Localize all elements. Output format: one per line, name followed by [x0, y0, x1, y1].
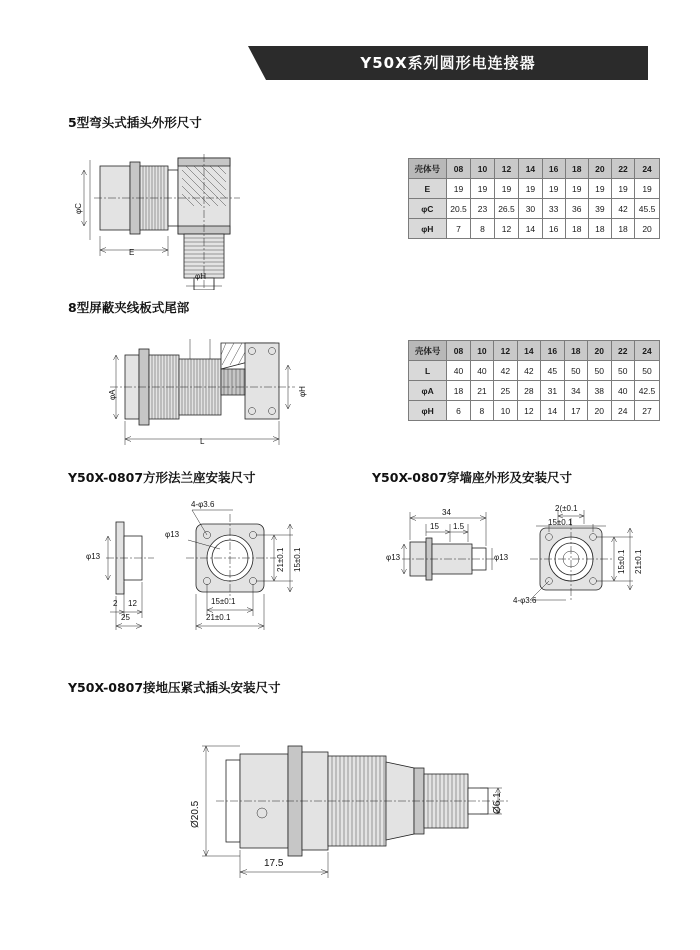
table1-r0c3: 19: [519, 179, 542, 199]
table2-col-2: 12: [494, 341, 517, 361]
table1-row1-label: φC: [409, 199, 447, 219]
dim-label-12: 12: [128, 599, 137, 608]
table1-r0c6: 19: [588, 179, 611, 199]
table2-col-6: 20: [588, 341, 611, 361]
table-row: [409, 219, 660, 239]
dim-label-phi13-flange: φ13: [165, 530, 180, 539]
table1-r0c8: 19: [635, 179, 660, 199]
table-row: [409, 199, 660, 219]
dim-label-21-01-v4: 21±0.1: [634, 549, 643, 574]
table2-r1c5: 34: [564, 381, 587, 401]
dim-label-phi-a: φA: [108, 389, 117, 400]
dim-label-15-01-v: 15±0.1: [293, 547, 302, 572]
drawing-square-flange: [88, 500, 338, 645]
table1-r1c7: 42: [611, 199, 634, 219]
table1-col-6: 20: [588, 159, 611, 179]
table2-col-5: 18: [564, 341, 587, 361]
section-heading-4: Y50X-0807穿墙座外形及安装尺寸: [372, 470, 573, 485]
spec-table-1: [408, 158, 660, 239]
table2-r0c0: 40: [447, 361, 470, 381]
dim-label-phi20-5: Ø20.5: [190, 800, 201, 828]
dim-label-15-01-h: 15±0.1: [211, 597, 236, 606]
table1-r1c5: 36: [565, 199, 588, 219]
spec-table-2: [408, 340, 660, 421]
dim-label-15-01: 15±0.1: [548, 518, 573, 527]
section-heading-2: 8型屏蔽夹线板式尾部: [68, 300, 190, 315]
dim-label-phi13-a: φ13: [386, 553, 401, 562]
table2-row0-label: L: [409, 361, 447, 381]
table1-r1c4: 33: [542, 199, 565, 219]
table1-col-2: 12: [494, 159, 519, 179]
dim-label-2: 2: [113, 599, 118, 608]
table1-r1c3: 30: [519, 199, 542, 219]
table1-r0c7: 19: [611, 179, 634, 199]
dim-label-phi6-1: Ø6.1: [492, 792, 503, 814]
table2-row1-label: φA: [409, 381, 447, 401]
table2-r1c0: 18: [447, 381, 470, 401]
table1-row2-label: φH: [409, 219, 447, 239]
dim-label-phi13-left: φ13: [86, 552, 101, 561]
table1-col-3: 14: [519, 159, 542, 179]
table1-corner: 壳体号: [409, 159, 447, 179]
table2-col-4: 16: [541, 341, 564, 361]
dim-label-phi-h: φH: [195, 272, 206, 281]
dim-label-17-5: 17.5: [264, 858, 284, 869]
table1-r2c6: 18: [588, 219, 611, 239]
dim-label-phi13-b: φ13: [494, 553, 509, 562]
table1-r0c1: 19: [471, 179, 494, 199]
table1-r0c4: 19: [542, 179, 565, 199]
dim-label-34: 34: [442, 508, 451, 517]
table1-r2c4: 16: [542, 219, 565, 239]
dim-label-phi-h-2: φH: [298, 386, 307, 397]
table1-r2c7: 18: [611, 219, 634, 239]
dim-label-hole-note: 4-φ3.6: [191, 500, 215, 509]
table-row: [409, 361, 660, 381]
table1-r2c0: 7: [446, 219, 471, 239]
table1-r2c1: 8: [471, 219, 494, 239]
table1-col-5: 18: [565, 159, 588, 179]
dim-label-15-01-v4: 15±0.1: [617, 549, 626, 574]
dim-label-l: L: [200, 437, 205, 446]
table2-r2c7: 24: [611, 401, 634, 421]
page-title: Y50X系列圆形电连接器: [360, 54, 536, 72]
table1-col-8: 24: [635, 159, 660, 179]
table1-row0-label: E: [409, 179, 447, 199]
dim-label-hole-note-4: 4-φ3.6: [513, 596, 537, 605]
table1-r1c8: 45.5: [635, 199, 660, 219]
table2-corner: 壳体号: [409, 341, 447, 361]
table2-r0c5: 50: [564, 361, 587, 381]
table1-r0c2: 19: [494, 179, 519, 199]
table-row: [409, 179, 660, 199]
table2-col-8: 24: [634, 341, 659, 361]
drawing-shielded-clamp: [70, 325, 380, 460]
table-row: [409, 381, 660, 401]
table1-r1c6: 39: [588, 199, 611, 219]
table2-col-7: 22: [611, 341, 634, 361]
dim-label-phi-c: φC: [74, 203, 83, 214]
section-heading-5: Y50X-0807接地压紧式插头安装尺寸: [68, 680, 281, 695]
table2-r2c8: 27: [634, 401, 659, 421]
dim-label-21-01-v: 21±0.1: [276, 547, 285, 572]
table2-r1c3: 28: [517, 381, 540, 401]
table2-row2-label: φH: [409, 401, 447, 421]
dim-label-2-01: 2(±0.1: [555, 504, 578, 513]
table2-r2c1: 8: [470, 401, 493, 421]
table1-col-0: 08: [446, 159, 471, 179]
table1-r2c5: 18: [565, 219, 588, 239]
drawing-bulkhead-receptacle: [386, 500, 650, 645]
dim-label-e: E: [129, 248, 135, 257]
table1-r1c0: 20.5: [446, 199, 471, 219]
table2-r0c6: 50: [588, 361, 611, 381]
dim-label-25: 25: [121, 613, 130, 622]
table2-col-3: 14: [517, 341, 540, 361]
table2-col-0: 08: [447, 341, 470, 361]
table1-r0c0: 19: [446, 179, 471, 199]
table2-r0c7: 50: [611, 361, 634, 381]
drawing-ground-clamp-plug: [180, 710, 540, 890]
dim-label-15: 15: [430, 522, 439, 531]
table2-r1c8: 42.5: [634, 381, 659, 401]
table1-col-1: 10: [471, 159, 494, 179]
table2-r2c3: 12: [517, 401, 540, 421]
table1-col-7: 22: [611, 159, 634, 179]
table-header-row: [409, 159, 660, 179]
table1-r1c2: 26.5: [494, 199, 519, 219]
table2-r0c3: 42: [517, 361, 540, 381]
table1-r2c2: 12: [494, 219, 519, 239]
table2-r2c5: 17: [564, 401, 587, 421]
table2-r0c1: 40: [470, 361, 493, 381]
table2-r2c2: 10: [494, 401, 517, 421]
table2-r0c4: 45: [541, 361, 564, 381]
table2-r2c4: 14: [541, 401, 564, 421]
table1-col-4: 16: [542, 159, 565, 179]
table1-r0c5: 19: [565, 179, 588, 199]
table2-r1c2: 25: [494, 381, 517, 401]
table-row: [409, 401, 660, 421]
table2-r1c4: 31: [541, 381, 564, 401]
dim-label-21-01-h: 21±0.1: [206, 613, 231, 622]
table1-r1c1: 23: [471, 199, 494, 219]
table2-r0c2: 42: [494, 361, 517, 381]
table-header-row: [409, 341, 660, 361]
drawing-right-angle-plug: [60, 140, 370, 290]
table2-r2c6: 20: [588, 401, 611, 421]
table2-r0c8: 50: [634, 361, 659, 381]
section-heading-3: Y50X-0807方形法兰座安装尺寸: [68, 470, 256, 485]
table1-r2c3: 14: [519, 219, 542, 239]
table2-r1c6: 38: [588, 381, 611, 401]
table1-r2c8: 20: [635, 219, 660, 239]
table2-r1c7: 40: [611, 381, 634, 401]
table2-col-1: 10: [470, 341, 493, 361]
section-heading-1: 5型弯头式插头外形尺寸: [68, 115, 202, 130]
table2-r2c0: 6: [447, 401, 470, 421]
dim-label-1-5: 1.5: [453, 522, 465, 531]
table2-r1c1: 21: [470, 381, 493, 401]
